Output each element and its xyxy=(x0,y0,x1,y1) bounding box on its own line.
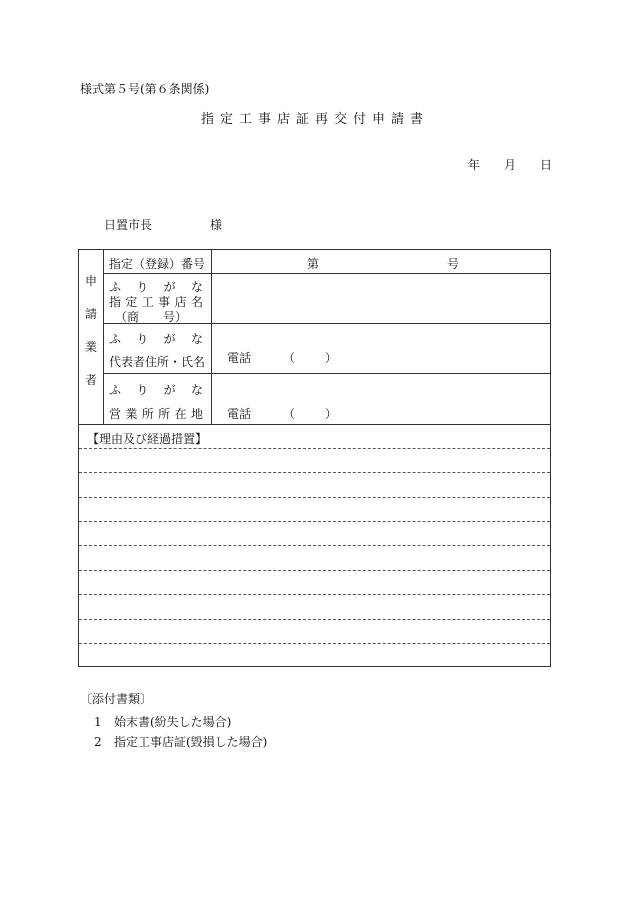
date-month: 月 xyxy=(503,158,516,172)
furigana-char: が xyxy=(163,332,176,346)
tel-paren-close: ） xyxy=(325,351,338,365)
office-label xyxy=(109,405,203,422)
row-divider-3 xyxy=(103,373,551,374)
label-char: 在 xyxy=(174,407,187,421)
applicant-char: 請 xyxy=(84,307,97,321)
furigana-char: り xyxy=(136,280,149,294)
reason-line xyxy=(79,643,550,644)
furigana-char: り xyxy=(136,383,149,397)
label-char: 工 xyxy=(141,295,154,309)
reg-number-label: 指定（登録）番号 xyxy=(109,257,206,271)
furigana-char: が xyxy=(163,280,176,294)
reason-label: 【理由及び経過措置】 xyxy=(87,432,208,446)
reason-line xyxy=(79,545,550,546)
shop-name-sub-label: （商 号） xyxy=(115,310,188,324)
label-char: 店 xyxy=(174,295,187,309)
furigana-char: が xyxy=(163,383,176,397)
label-char: 事 xyxy=(158,295,171,309)
tel-paren-open: （ xyxy=(283,351,296,365)
label-char: 名 xyxy=(190,295,203,309)
applicant-label xyxy=(79,272,103,404)
document-title: 指定工事店証再交付申請書 xyxy=(200,112,429,127)
attachment-item xyxy=(94,733,267,750)
label-char: 指 xyxy=(109,295,122,309)
label-char: 所 xyxy=(141,407,154,421)
label-char: 業 xyxy=(125,407,138,421)
attachments-heading: 〔添付書類〕 xyxy=(80,692,153,706)
representative-furigana xyxy=(109,330,203,347)
reg-number-suffix: 号 xyxy=(447,257,460,271)
date-day: 日 xyxy=(539,158,552,172)
row-divider-1 xyxy=(103,273,551,274)
applicant-char: 申 xyxy=(84,274,97,288)
date-line xyxy=(468,156,552,173)
col-divider-applicant xyxy=(103,250,104,424)
attachment-item xyxy=(94,713,231,730)
form-number: 様式第５号(第６条関係) xyxy=(80,82,210,96)
col-divider-label xyxy=(211,250,212,424)
addressee-name: 日置市長 xyxy=(104,218,153,232)
reg-number-prefix: 第 xyxy=(307,257,320,271)
office-tel xyxy=(227,405,337,422)
tel-label: 電話 xyxy=(227,351,252,365)
application-table xyxy=(78,249,551,667)
furigana-char: ふ xyxy=(109,280,122,294)
label-char: 定 xyxy=(125,295,138,309)
tel-paren-close: ） xyxy=(325,407,338,421)
reason-line xyxy=(79,521,550,522)
label-char: 営 xyxy=(109,407,122,421)
representative-label: 代表者住所・氏名 xyxy=(109,355,206,369)
reason-line xyxy=(79,619,550,620)
attachment-number: 2 xyxy=(94,735,102,749)
furigana-char: な xyxy=(190,383,203,397)
attachment-text: 指定工事店証(毀損した場合) xyxy=(114,735,268,749)
reason-line xyxy=(79,448,550,449)
label-char: 所 xyxy=(158,407,171,421)
attachment-number: 1 xyxy=(94,715,102,729)
addressee xyxy=(104,216,222,233)
attachment-text: 始末書(紛失した場合) xyxy=(114,715,232,729)
office-furigana xyxy=(109,381,203,398)
reason-line xyxy=(79,594,550,595)
date-year: 年 xyxy=(467,158,480,172)
applicant-char: 者 xyxy=(84,373,97,387)
furigana-char: ふ xyxy=(109,383,122,397)
furigana-char: な xyxy=(190,280,203,294)
reason-line xyxy=(79,570,550,571)
addressee-honorific: 様 xyxy=(210,218,223,232)
applicant-char: 業 xyxy=(84,340,97,354)
tel-label: 電話 xyxy=(227,407,252,421)
reason-line xyxy=(79,497,550,498)
label-char: 地 xyxy=(190,407,203,421)
representative-tel xyxy=(227,349,337,366)
furigana-char: な xyxy=(190,332,203,346)
reason-line xyxy=(79,472,550,473)
tel-paren-open: （ xyxy=(283,407,296,421)
row-divider-4 xyxy=(79,424,551,425)
furigana-char: ふ xyxy=(109,332,122,346)
furigana-char: り xyxy=(136,332,149,346)
